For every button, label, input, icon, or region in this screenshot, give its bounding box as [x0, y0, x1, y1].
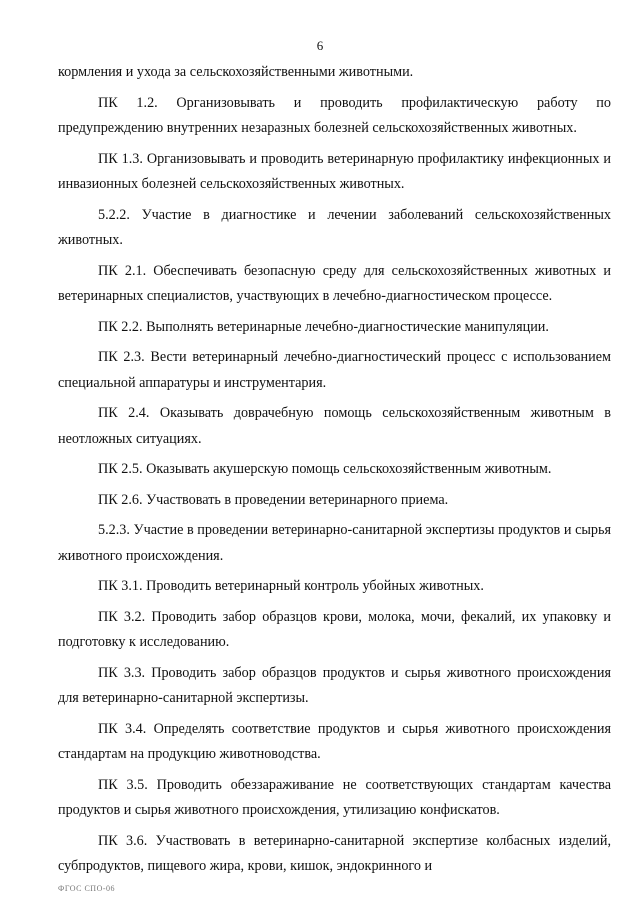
- paragraph: ПК 2.3. Вести ветеринарный лечебно-диагностический процесс с использованием специальной аппаратуры и инструментария.: [58, 349, 611, 391]
- paragraph: ПК 2.4. Оказывать доврачебную помощь сельскохозяйственным животным в неотложных ситуациях.: [58, 405, 611, 447]
- paragraph: ПК 2.5. Оказывать акушерскую помощь сельскохозяйственным животным.: [98, 461, 552, 477]
- paragraph: ПК 3.1. Проводить ветеринарный контроль убойных животных.: [98, 578, 484, 594]
- paragraph: ПК 3.6. Участвовать в ветеринарно-санитарной экспертизе колбасных изделий, субпродуктов, пищевого жира, крови, кишок, эндокринного и: [58, 832, 611, 874]
- section-heading: 5.2.2. Участие в диагностике и лечении заболеваний сельскохозяйственных животных.: [58, 206, 611, 248]
- paragraph: ПК 2.6. Участвовать в проведении ветеринарного приема.: [98, 491, 449, 508]
- paragraph: ПК 1.3. Организовывать и проводить ветеринарную профилактику инфекционных и инвазионных болезней сельскохозяйственных животных.: [58, 150, 611, 192]
- paragraph: ПК 1.2. Организовывать и проводить профилактическую работу по предупреждению внутренних незаразных болезней сельскохозяйственных животных.: [58, 94, 611, 136]
- paragraph: ПК 3.4. Определять соответствие продуктов и сырья животного происхождения стандартам на продукцию животноводства.: [58, 720, 611, 762]
- paragraph: кормления и ухода за сельскохозяйственными животными.: [58, 64, 414, 80]
- paragraph: ПК 3.2. Проводить забор образцов крови, молока, мочи, фекалий, их упаковку и подготовку к исследованию.: [58, 608, 611, 650]
- page-number: 6: [316, 38, 324, 53]
- paragraph: ПК 2.1. Обеспечивать безопасную среду для сельскохозяйственных животных и ветеринарных специалистов, участвующих в лечебно-диагностическом процессе.: [58, 262, 611, 304]
- paragraph: ПК 3.3. Проводить забор образцов продуктов и сырья животного происхождения для ветеринарно-санитарной экспертизы.: [58, 664, 611, 706]
- section-heading: 5.2.3. Участие в проведении ветеринарно-санитарной экспертизы продуктов и сырья животного происхождения.: [58, 522, 611, 564]
- paragraph: ПК 2.2. Выполнять ветеринарные лечебно-диагностические манипуляции.: [98, 318, 549, 335]
- paragraph: ПК 3.5. Проводить обеззараживание не соответствующих стандартам качества продуктов и сырья животного происхождения, утилизацию конфискатов.: [58, 776, 611, 818]
- footer-mark: ФГОС СПО-06: [58, 884, 116, 893]
- document-body: [58, 60, 611, 885]
